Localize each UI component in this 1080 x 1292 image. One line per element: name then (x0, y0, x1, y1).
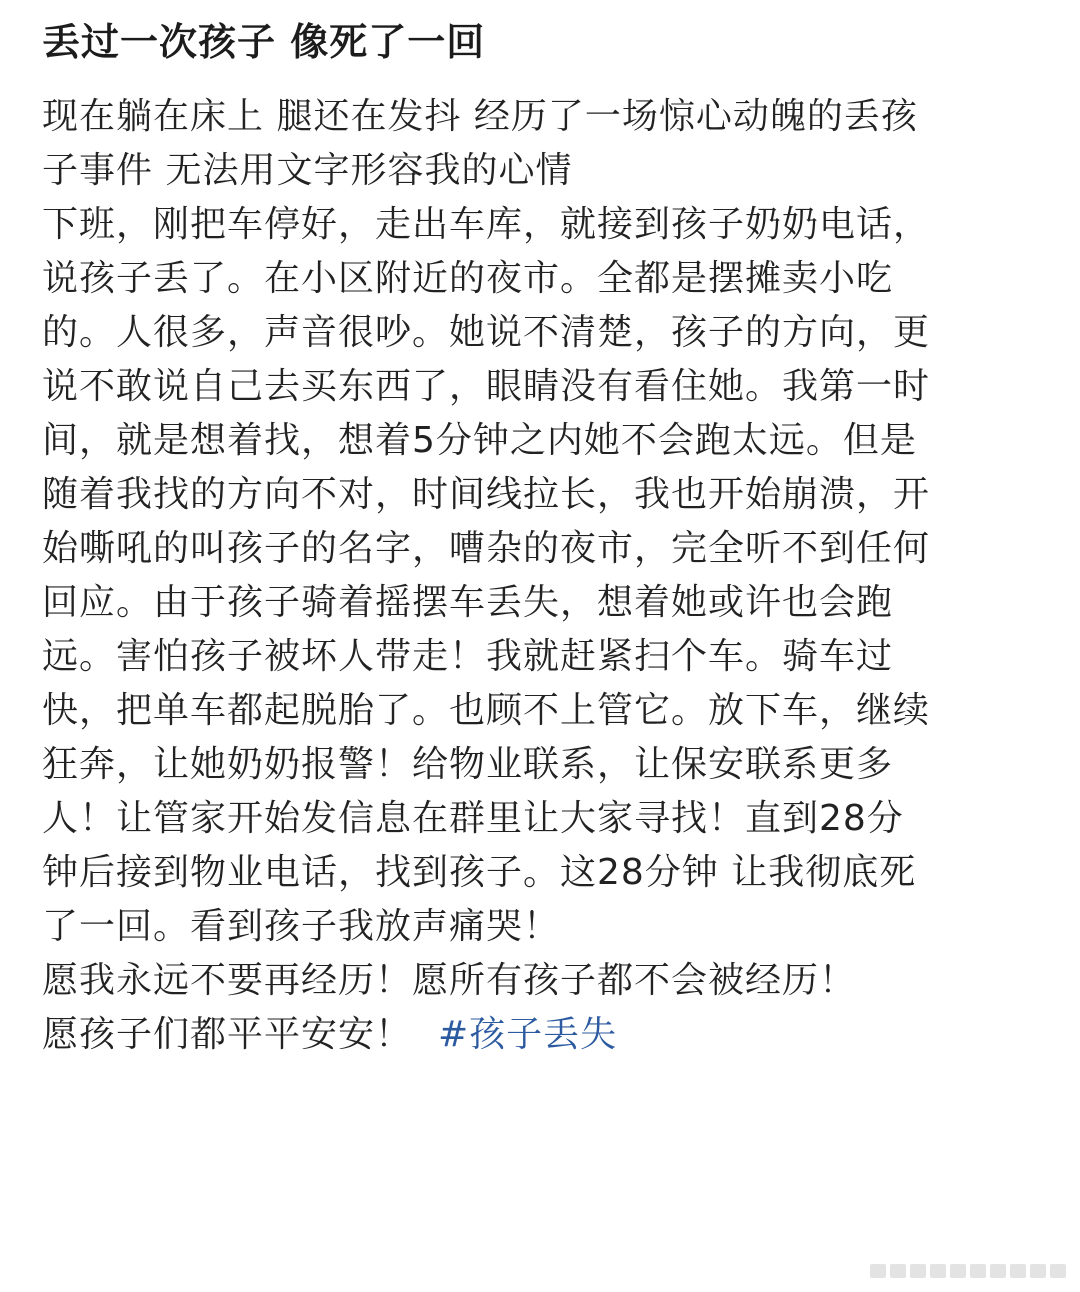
watermark-block (950, 1264, 966, 1278)
body-line: 狂奔，让她奶奶报警！给物业联系，让保安联系更多 (42, 744, 894, 785)
body-line: 间，就是想着找，想着5分钟之内她不会跑太远。但是 (42, 420, 917, 461)
body-line: 说不敢说自己去买东西了，眼睛没有看住她。我第一时 (42, 366, 931, 407)
body-line: 愿我永远不要再经历！愿所有孩子都不会被经历！ (42, 960, 857, 1001)
body-line: 始嘶吼的叫孩子的名字，嘈杂的夜市，完全听不到任何 (42, 528, 931, 569)
body-line: 下班，刚把车停好，走出车库，就接到孩子奶奶电话， (42, 204, 931, 245)
watermark-block (990, 1264, 1006, 1278)
body-line: 远。害怕孩子被坏人带走！我就赶紧扫个车。骑车过 (42, 636, 894, 677)
body-line: 钟后接到物业电话，找到孩子。这28分钟 让我彻底死 (42, 852, 917, 893)
watermark-block (890, 1264, 906, 1278)
watermark-block (1010, 1264, 1026, 1278)
body-line: 了一回。看到孩子我放声痛哭！ (42, 906, 561, 947)
body-line: 快，把单车都起脱胎了。也顾不上管它。放下车，继续 (42, 690, 931, 731)
body-line: 子事件 无法用文字形容我的心情 (42, 150, 573, 191)
post-title: 丢过一次孩子 像死了一回 (42, 20, 486, 64)
body-line-last (42, 1008, 1042, 1062)
watermark-block (910, 1264, 926, 1278)
watermark-block (1050, 1264, 1066, 1278)
watermark-block (1030, 1264, 1046, 1278)
closing-text: 愿孩子们都平平安安！ (42, 1014, 413, 1055)
post-body (42, 90, 1042, 1062)
watermark-block (970, 1264, 986, 1278)
watermark-graphic (870, 1264, 1066, 1278)
body-line: 说孩子丢了。在小区附近的夜市。全都是摆摊卖小吃 (42, 258, 894, 299)
body-line: 现在躺在床上 腿还在发抖 经历了一场惊心动魄的丢孩 (42, 96, 918, 137)
body-line: 回应。由于孩子骑着摇摆车丢失，想着她或许也会跑 (42, 582, 894, 623)
hashtag-link[interactable]: #孩子丢失 (438, 1014, 618, 1055)
body-line: 人！让管家开始发信息在群里让大家寻找！直到28分 (42, 798, 904, 839)
body-line: 的。人很多，声音很吵。她说不清楚，孩子的方向，更 (42, 312, 931, 353)
watermark-block (870, 1264, 886, 1278)
watermark-block (930, 1264, 946, 1278)
post-content (42, 14, 1042, 1062)
body-line: 随着我找的方向不对，时间线拉长，我也开始崩溃，开 (42, 474, 931, 515)
